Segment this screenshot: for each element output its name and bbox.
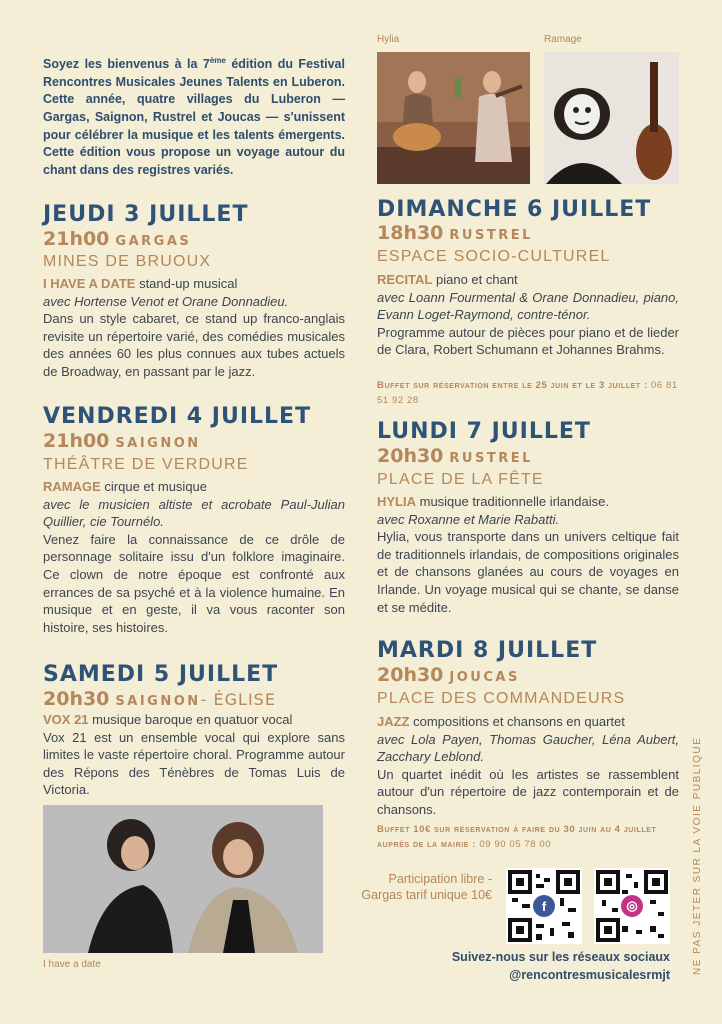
time-mardi: 20h30 JOUCAS — [377, 664, 520, 686]
event-title: RECITAL — [377, 272, 433, 287]
instagram-qr-code[interactable] — [594, 868, 670, 944]
time-dimanche: 18h30 RUSTREL — [377, 222, 533, 244]
day-lundi: LUNDI 7 JUILLET — [377, 419, 591, 444]
ramage-photo — [544, 52, 679, 184]
event-jeudi-body: I HAVE A DATE stand-up musical avec Hortense Venot et Orane Donnadieu. Dans un style cabaret, ce stand up franco-anglais revisite un répertoire varié, des comédies musicales des années 60 les plus connues aux tubes actuels de Broadway, en passant par le jazz. — [43, 276, 345, 379]
social-follow-text: Suivez-nous sur les réseaux sociaux @rencontresmusicalesrmjt — [380, 948, 670, 984]
event-samedi-body: VOX 21 musique baroque en quatuor vocal Vox 21 est un ensemble vocal qui explore sans limites le vaste répertoire choral. Programme autour des Répons des Ténèbres de Tomas Luis de Victoria. — [43, 712, 345, 798]
day-dimanche: DIMANCHE 6 JUILLET — [377, 197, 652, 222]
day-jeudi: JEUDI 3 JUILLET — [43, 202, 249, 227]
facebook-qr-code[interactable] — [506, 868, 582, 944]
participation-info: Participation libre - Gargas tarif unique 10€ — [361, 872, 492, 902]
venue-vendredi: THÉÂTRE DE VERDURE — [43, 456, 249, 473]
caption-hylia: Hylia — [377, 34, 400, 45]
side-vertical-text: NE PAS JETER SUR LA VOIE PUBLIQUE — [692, 736, 703, 975]
intro-text: Soyez les bienvenus à la 7ème édition du Festival Rencontres Musicales Jeunes Talents en Luberon. Cette année, quatre villages du Luberon — Gargas, Saignon, Rustrel et Joucas — s'unissent pour célébrer la musique et les talents émergents. Cette édition vous propose un voyage autour du chant dans des registres variés. — [43, 56, 345, 177]
event-mardi-body: JAZZ compositions et chansons en quartet avec Lola Payen, Thomas Gaucher, Léna Aubert, Zacchary Leblond. Un quartet inédit où les artistes se rassemblent autour d'un répertoire de jazz contemporain et de chansons. — [377, 714, 679, 817]
venue-lundi: PLACE DE LA FÊTE — [377, 471, 544, 488]
venue-dimanche: ESPACE SOCIO-CULTUREL — [377, 248, 611, 265]
mardi-buffet-note: Buffet 10€ sur réservation à faire du 30 juin au 4 juillet auprès de la mairie : 09 90 05 78 00 — [377, 824, 657, 850]
time-jeudi: 21h00 GARGAS — [43, 228, 192, 250]
hylia-photo — [377, 52, 530, 184]
have-a-date-photo — [43, 805, 323, 953]
facebook-icon: f — [533, 895, 555, 917]
event-title: JAZZ — [377, 714, 410, 729]
venue-jeudi: MINES DE BRUOUX — [43, 253, 212, 270]
day-samedi: SAMEDI 5 JUILLET — [43, 662, 279, 687]
venue-mardi: PLACE DES COMMANDEURS — [377, 690, 626, 707]
dimanche-buffet-note: Buffet sur réservation entre le 25 juin et le 3 juillet : 06 81 51 92 28 — [377, 380, 678, 406]
event-title: RAMAGE — [43, 479, 101, 494]
social-handle: @rencontresmusicalesrmjt — [509, 968, 670, 982]
event-title: VOX 21 — [43, 712, 89, 727]
event-dimanche-body: RECITAL piano et chant avec Loann Fourmental & Orane Donnadieu, piano, Evann Loget-Raymond, contre-ténor. Programme autour de pièces pour piano et de lieder de Clara, Robert Schumann et Johannes Brahms. — [377, 272, 679, 358]
caption-ramage: Ramage — [544, 34, 582, 45]
event-title: I HAVE A DATE — [43, 276, 136, 291]
time-samedi: 20h30 SAIGNON- ÉGLISE — [43, 688, 276, 710]
event-title: HYLIA — [377, 494, 416, 509]
day-vendredi: VENDREDI 4 JUILLET — [43, 404, 312, 429]
day-mardi: MARDI 8 JUILLET — [377, 638, 598, 663]
time-vendredi: 21h00 SAIGNON — [43, 430, 201, 452]
event-vendredi-body: RAMAGE cirque et musique avec le musicien altiste et acrobate Paul-Julian Quillier, cie Tournélo. Venez faire la connaissance de ce drôle de personnage solitaire issu d'un folklore imaginaire. Ce clown de notre époque est confronté aux errances de sa psyché et à la violence humaine. En musique et en geste, il va vous raconter son histoire, ses histoires. — [43, 479, 345, 635]
caption-have-a-date: I have a date — [43, 959, 101, 970]
time-lundi: 20h30 RUSTREL — [377, 445, 533, 467]
event-lundi-body: HYLIA musique traditionnelle irlandaise. avec Roxanne et Marie Rabatti. Hylia, vous transporte dans un univers celtique fait de traditionnels irlandais, de compositions originales et de chansons glanées au cours de voyages en Irlande. Un voyage musical qui se chante, se danse et se médite. — [377, 494, 679, 615]
instagram-icon: ◎ — [621, 895, 643, 917]
